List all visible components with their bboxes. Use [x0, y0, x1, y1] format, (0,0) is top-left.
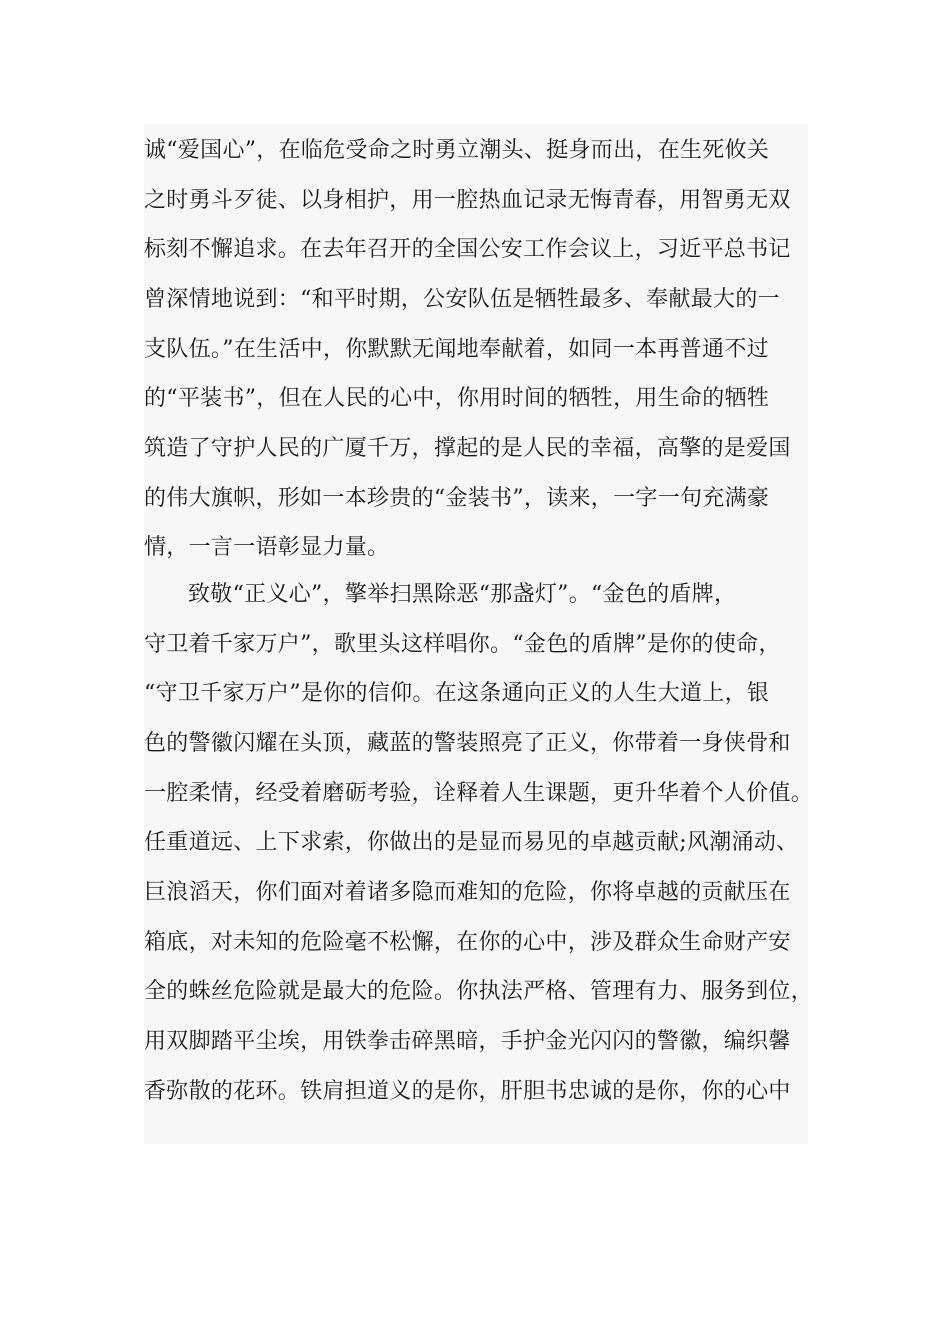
text-line: 的“平装书”，但在人民的心中，你用时间的牺牲，用生命的牺牲 [144, 386, 770, 411]
text-line: 标刻不懈追求。在去年召开的全国公安工作会议上，习近平总书记 [144, 237, 791, 262]
text-line: 情，一言一语彰显力量。 [144, 535, 390, 560]
text-line: 守卫着千家万户”，歌里头这样唱你。“金色的盾牌”是你的使命， [144, 632, 781, 657]
text-line: 色的警徽闪耀在头顶，藏蓝的警装照亮了正义，你带着一身侠骨和 [144, 731, 791, 756]
text-line: 的伟大旗帜，形如一本珍贵的“金装书”，读来，一字一句充满豪 [144, 486, 770, 511]
text-line: 致敬“正义心”，擎举扫黑除恶“那盏灯”。“金色的盾牌， [188, 582, 737, 607]
paragraph-1 [144, 124, 808, 576]
paragraph-2 [144, 576, 814, 1144]
text-line: 一腔柔情，经受着磨砺考验，诠释着人生课题，更升华着个人价值。 [144, 781, 814, 806]
text-line: 巨浪滔天，你们面对着诸多隐而难知的危险，你将卓越的贡献压在 [144, 880, 791, 905]
text-line: 筑造了守护人民的广厦千万，撑起的是人民的幸福，高擎的是爱国 [144, 436, 791, 461]
text-line: 箱底，对未知的危险毫不松懈，在你的心中，涉及群众生命财产安 [144, 930, 791, 955]
text-line: 全的蛛丝危险就是最大的危险。你执法严格、管理有力、服务到位， [144, 979, 814, 1004]
text-line: 诚“爱国心”，在临危受命之时勇立潮头、挺身而出，在生死攸关 [144, 138, 770, 163]
text-line: 香弥散的花环。铁肩担道义的是你，肝胆书忠诚的是你，你的心中 [144, 1079, 791, 1104]
text-line: 支队伍。”在生活中，你默默无闻地奉献着，如同一本再普通不过 [144, 337, 769, 362]
text-line: 之时勇斗歹徒、以身相护，用一腔热血记录无悔青春，用智勇无双 [144, 188, 791, 213]
text-line: 曾深情地说到：“和平时期，公安队伍是牺牲最多、奉献最大的一 [144, 287, 780, 312]
text-line: 任重道远、上下求索，你做出的是显而易见的卓越贡献;风潮涌动、 [144, 830, 799, 855]
text-line: “守卫千家万户”是你的信仰。在这条通向正义的人生大道上，银 [144, 681, 770, 706]
text-line: 用双脚踏平尘埃，用铁拳击碎黑暗，手护金光闪闪的警徽，编织馨 [144, 1029, 791, 1054]
